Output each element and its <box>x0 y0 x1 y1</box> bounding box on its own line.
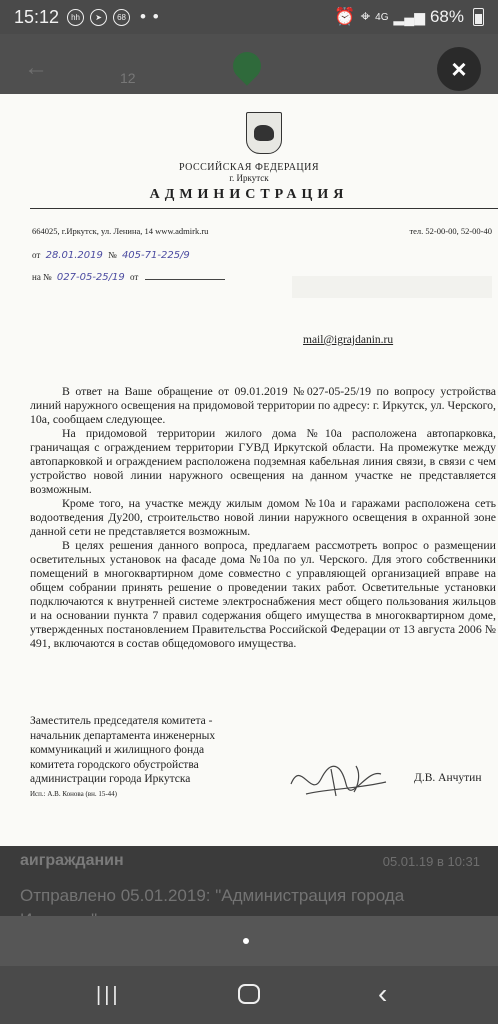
header-city: г. Иркутск <box>229 173 269 183</box>
paragraph: Кроме того, на участке между жилым домом №10а и гаражами расположена сеть водоотведения Ду200, строительство новой линии наружного освещения в охранной зоне данной сети не представляется возможным. <box>30 496 496 538</box>
ref-blank-line <box>145 279 225 280</box>
message-date: 05.01.19 в 10:31 <box>382 854 480 869</box>
status-time: 15:12 <box>14 6 60 27</box>
signature-line: администрации города Иркутска <box>30 773 191 785</box>
location-icon: ⌖ <box>360 7 371 26</box>
ref-from-label: от <box>32 250 41 260</box>
document-image[interactable] <box>0 94 498 846</box>
chevron-left-icon: ‹ <box>378 978 388 1009</box>
header-org: АДМИНИСТРАЦИЯ <box>149 187 349 202</box>
recent-apps-button[interactable] <box>96 984 121 1007</box>
notification-count-icon: 68 <box>113 9 130 26</box>
status-right <box>334 7 484 27</box>
paragraph: В ответ на Ваше обращение от 09.01.2019 №027-05-25/19 по вопросу устройства линий наружного освещения на придомовой территории по адресу: г. Иркутск, ул. Черского, 10а, сообщаем следующее. <box>30 384 496 426</box>
home-button[interactable] <box>238 984 260 1004</box>
alarm-icon: ⏰ <box>334 7 356 26</box>
signature-title <box>30 714 215 787</box>
battery-icon <box>473 8 484 26</box>
network-type: 4G <box>375 11 389 23</box>
background-count: 12 <box>120 70 136 86</box>
signal-icon: ▂▄▆ <box>393 8 425 25</box>
coat-of-arms-icon <box>246 112 282 154</box>
ref-on-date-label: от <box>130 272 139 282</box>
org-phone: тел. 52-00-00, 52-00-40 <box>409 226 492 236</box>
redacted-recipient <box>292 276 492 298</box>
signature-line: комитета городского обустройства <box>30 758 199 771</box>
ref-on-label: на № <box>32 272 52 282</box>
hh-icon: hh <box>67 9 84 26</box>
letter-body <box>30 384 496 650</box>
signature-line: коммуникаций и жилищного фонда <box>30 744 205 756</box>
close-icon: × <box>451 53 467 84</box>
battery-percent: 68% <box>429 7 464 26</box>
navigation-bar <box>0 966 498 1024</box>
emblem-animal <box>254 125 274 141</box>
ref-number: 405-71-225/9 <box>121 250 190 261</box>
pager-dot[interactable] <box>243 938 249 944</box>
message-sender: аигражданин <box>20 852 124 869</box>
more-notifications-icon: • • <box>140 7 160 26</box>
back-button[interactable] <box>378 978 387 1010</box>
close-button[interactable] <box>437 47 481 91</box>
ref-no-label: № <box>108 250 117 260</box>
status-bar <box>0 0 498 34</box>
background-app <box>0 34 498 94</box>
recent-apps-icon: ||| <box>96 984 121 1006</box>
recipient-email: mail@igrajdanin.ru <box>303 334 394 346</box>
handwritten-signature <box>286 754 396 804</box>
image-pager <box>0 916 498 966</box>
back-arrow-icon: ← <box>24 54 48 81</box>
outgoing-ref <box>32 250 193 261</box>
org-address: 664025, г.Иркутск, ул. Ленина, 14 www.admirk.ru <box>32 226 209 236</box>
signature-line: начальник департамента инженерных <box>30 729 216 742</box>
incoming-ref <box>32 272 225 283</box>
signature-line: Заместитель председателя комитета - <box>30 715 213 727</box>
ref-date: 28.01.2019 <box>45 250 103 261</box>
paragraph: В целях решения данного вопроса, предлагаем рассмотреть вопрос о размещении осветительных установок на фасаде дома №10а по ул. Черского. Для этого собственники помещений в многоквартирном доме совместно с управляющей организацией вправе на общем собрании принять решение о проведении таких работ. Осветительные установки подключаются к внутренней системе электроснабжения мест общего пользования жильцов и на основании пункта 7 правил содержания общего имущества в многоквартирном доме, утвержденных постановлением Правительства Российской Федерации от 13 августа 2006 № 491, включаются в состав общедомового имущества. <box>30 538 496 650</box>
executor-note: Исп.: А.В. Конова (вн. 15-44) <box>30 790 118 798</box>
map-pin-icon <box>227 46 267 86</box>
telegram-icon: ➤ <box>90 9 107 26</box>
header-country: РОССИЙСКАЯ ФЕДЕРАЦИЯ <box>178 162 320 173</box>
message-text: Отправлено 05.01.2019: "Администрация города <box>20 886 405 905</box>
ref-in-number: 027-05-25/19 <box>56 272 125 283</box>
header-divider <box>30 208 498 209</box>
signer-name: Д.В. Анчутин <box>414 772 482 784</box>
paragraph: На придомовой территории жилого дома №10а расположена автопарковка, граничащая с ограждением территории ГУВД Иркутской области. На промежутке между автопарковкой и ограждением расположена подземная кабельная линия связи, в связи с чем устройство новой линии наружного освещения на данном участке не представляется возможным. <box>30 426 496 496</box>
